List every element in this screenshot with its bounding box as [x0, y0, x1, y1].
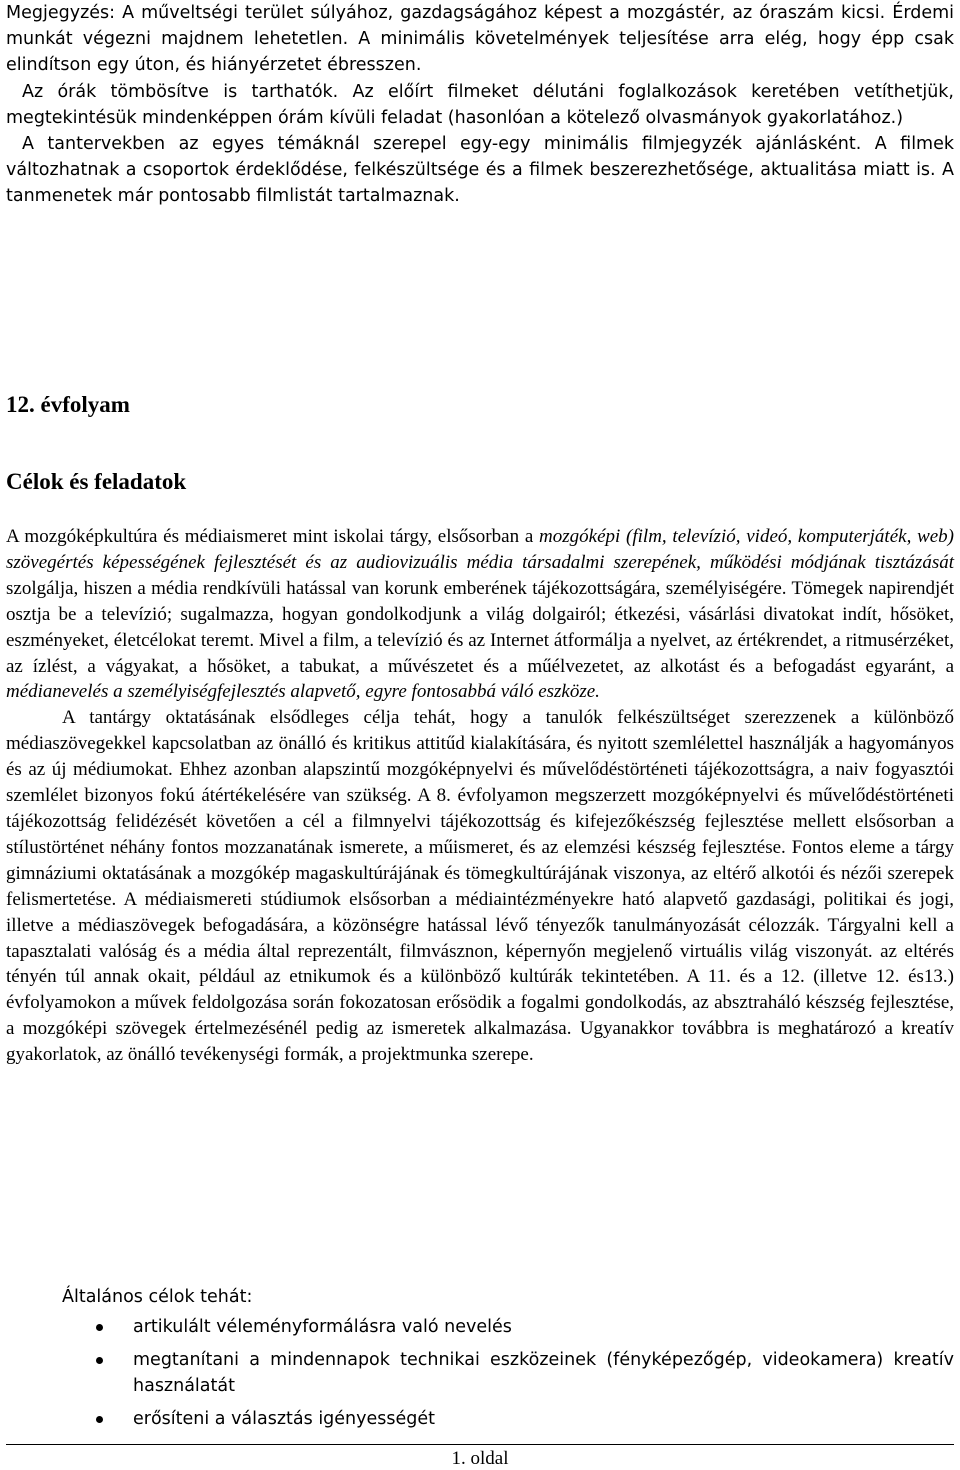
list-item-text: erősíteni a választás igényességét [133, 1409, 436, 1429]
footer-divider [6, 1444, 954, 1445]
goal-list [6, 1314, 954, 1439]
note-paragraph-3: A tantervekben az egyes témáknál szerepel egy-egy minimális filmjegyzék ajánlásként. A filmek változhatnak a csoportok érdeklődése, felkészültsége és a filmek beszerezhetősége, aktualitása miatt is. A tanmenetek már pontosabb filmlistát tartalmaznak. [6, 134, 954, 207]
year-heading: 12. évfolyam [6, 392, 130, 417]
note-paragraph-1: Megjegyzés: A műveltségi terület súlyához, gazdagságához képest a mozgástér, az óraszám kicsi. Érdemi munkát végezni majdnem lehetetlen. A minimális követelmények teljesítése arra elég, hogy épp csak elindítson egy úton, és hiányérzetet ébresszen. [6, 3, 954, 76]
bullet-icon [96, 1416, 103, 1423]
note-paragraph-2: Az órák tömbösítve is tarthatók. Az előírt filmeket délutáni foglalkozások keretében vetíthetjük, megtekintésük mindenképpen órám kívüli feladat (hasonlóan a kötelező olvasmányok gyakorlatához.) [6, 81, 954, 128]
list-item [6, 1314, 954, 1340]
main-paragraph-1-part-b: szolgálja, hiszen a média rendkívüli hatással van korunk emberének tájékozottságára, személyiségére. Tömegek napirendjét osztja be a televízió; sugalmazza, hogyan gondolkodjunk a világ dolgairól; étkezési, vásárlási divatokat indít, hősöket, eszményeket, életcélokat teremt. Mivel a film, a televízió és az Internet átformálja a nyelvet, az értékrendet, a ritmusérzéket, az ízlést, a vágyakat, a hősöket, a tabukat, a művészetet és a műélvezetet, az alkotást és a befogadást egyaránt, a [6, 577, 954, 677]
page-number: 1. oldal [451, 1448, 509, 1469]
list-item-text: artikulált véleményformálásra való nevelés [133, 1317, 512, 1337]
main-paragraph-1-emphasis-1: mozgóképi (film, televízió, videó, komputerjáték, web) szövegértés képességének fejlesztését és az audiovizuális média társadalmi szerepének, működési módjának tisztázását [6, 526, 955, 573]
list-item [6, 1347, 954, 1399]
main-paragraph-1 [6, 524, 954, 705]
section-heading: Célok és feladatok [6, 469, 187, 494]
list-item [6, 1406, 954, 1432]
list-item-text: megtanítani a mindennapok technikai eszközeinek (fényképezőgép, videokamera) kreatív használatát [133, 1350, 954, 1396]
bullet-icon [96, 1357, 103, 1364]
main-paragraph-1-emphasis-2: médianevelés a személyiségfejlesztés alapvető, egyre fontosabbá váló eszköze. [6, 681, 600, 703]
goals-intro: Általános célok tehát: [62, 1287, 253, 1307]
intro-notes [6, 0, 954, 210]
bullet-icon [96, 1324, 103, 1331]
main-paragraph-1-part-a: A mozgóképkultúra és médiaismeret mint iskolai tárgy, elsősorban a [6, 526, 540, 547]
main-text [6, 524, 954, 1068]
main-paragraph-2: A tantárgy oktatásának elsődleges célja tehát, hogy a tanulók felkészültséget szerezzenek a különböző médiaszövegekkel kapcsolatban az önálló és kritikus attitűd kialakítására, és nyitott szemlélettel használják a hagyományos és az új médiumokat. Ehhez azonban alapszintű mozgóképnyelvi és művelődéstörténeti tájékozottságra, a naiv fogyasztói szemlélet bizonyos fokú átértékelésére van szükség. A 8. évfolyamon megszerzett mozgóképnyelvi és művelődéstörténeti tájékozottság felidézését követően a cél a filmnyelvi tájékozottság és kifejezőkészség fejlesztése mellett elsősorban a stílustörténet néhány fontos mozzanatának ismerete, a műismeret, és az elemzési készség fejlesztése. Fontos eleme a tárgy gimnáziumi oktatásának a mozgókép magaskultúrájának és tömegkultúrájának viszonya, az eltérő alkotói és nézői szerepek felismertetése. A médiaismereti stúdiumok elsősorban a médiaintézményekre ható alapvető gazdasági, politikai és jogi, illetve a médiaszövegek befogadására, a közönségre hatással lévő tényezők tanulmányozását célozzák. Tárgyalni kell a tapasztalati valóság és a média által reprezentált, filmvásznon, képernyőn megjelenő virtuális világ viszonyát. az eltérés tényén túl annak okait, például az etnikumok és a különböző kultúrák tekintetében. A 11. és a 12. (illetve 12. és13.) évfolyamokon a művek feldolgozása során fokozatosan erősödik a fogalmi gondolkodás, az absztraháló készség fejlesztése, a mozgóképi szövegek értelmezésénél pedig az ismeretek alkalmazása. Ugyanakkor továbbra is meghatározó a kreatív gyakorlatok, az önálló tevékenységi formák, a projektmunka szerepe. [6, 707, 954, 1066]
